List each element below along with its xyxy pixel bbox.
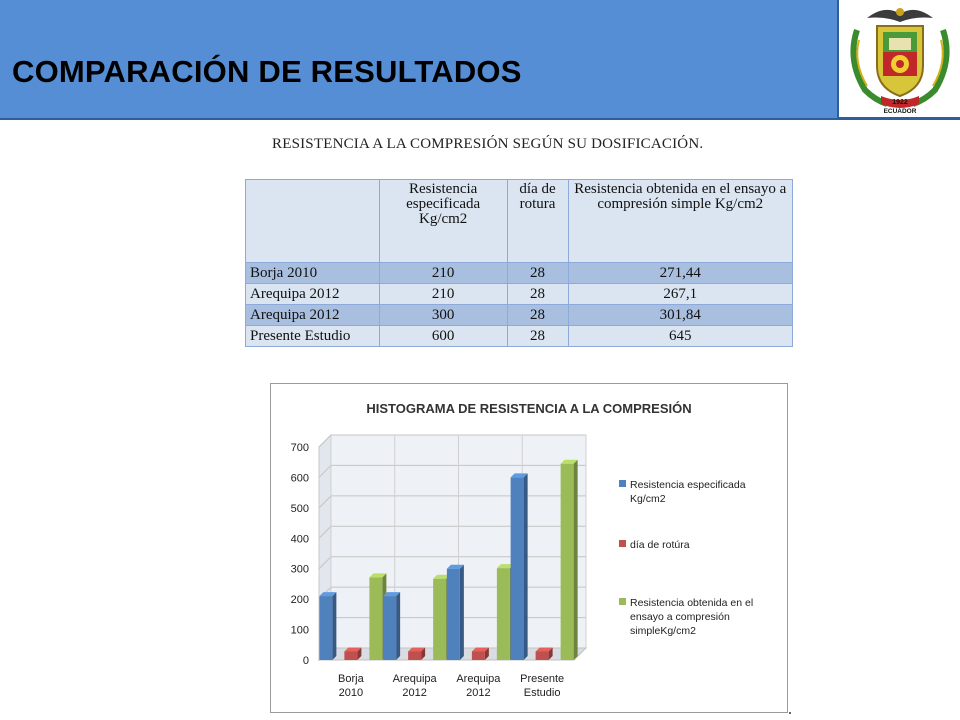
- table-row: [246, 305, 793, 326]
- x-tick-label: 2010: [338, 687, 364, 699]
- x-tick-label: Arequipa: [456, 673, 501, 685]
- bar: [447, 569, 460, 660]
- ecuador-coat-of-arms-logo: [845, 0, 955, 118]
- header-band: [0, 0, 839, 120]
- svg-text:ECUADOR: ECUADOR: [883, 108, 917, 115]
- legend-label: simpleKg/cm2: [630, 625, 696, 637]
- table-cell: Arequipa 2012: [246, 305, 380, 326]
- bar-side: [332, 592, 336, 660]
- bar: [383, 596, 396, 660]
- bar-side: [524, 473, 528, 660]
- table-header-cell: Resistencia obtenida en el ensayo a compresión simple Kg/cm2: [568, 180, 793, 263]
- chart-panel: [270, 383, 788, 713]
- table-cell: 28: [507, 305, 568, 326]
- y-tick-label: 200: [290, 594, 309, 607]
- table-header-cell: [246, 180, 380, 263]
- y-tick-label: 600: [290, 472, 309, 485]
- table-cell: 28: [507, 326, 568, 347]
- y-tick-label: 0: [302, 655, 309, 667]
- legend-label: Kg/cm2: [630, 493, 666, 505]
- bar: [433, 579, 446, 660]
- x-tick-label: 2012: [466, 687, 491, 699]
- x-tick-label: Presente: [520, 673, 565, 685]
- table-cell: Arequipa 2012: [246, 284, 380, 305]
- bar: [472, 651, 485, 660]
- legend-label: Resistencia obtenida en el: [630, 597, 754, 609]
- table-cell: 267,1: [568, 284, 793, 305]
- y-tick-label: 100: [290, 624, 309, 637]
- table-cell: Presente Estudio: [246, 326, 380, 347]
- y-tick-label: 700: [290, 442, 309, 454]
- table-header-cell: Resistencia especificada Kg/cm2: [379, 180, 507, 263]
- page-title: COMPARACIÓN DE RESULTADOS: [12, 54, 522, 89]
- y-tick-label: 300: [290, 563, 309, 576]
- bar: [536, 651, 549, 660]
- table-cell: 271,44: [568, 263, 793, 284]
- slide-dot: [789, 712, 791, 714]
- bar-side: [574, 460, 578, 660]
- legend-label: día de rotúra: [630, 539, 690, 551]
- y-tick-label: 400: [290, 533, 309, 546]
- x-tick-label: Borja: [338, 673, 364, 685]
- table-title: RESISTENCIA A LA COMPRESIÓN SEGÚN SU DOSIFICACIÓN.: [272, 136, 704, 152]
- table-cell: 301,84: [568, 305, 793, 326]
- svg-text:1922: 1922: [892, 99, 908, 106]
- chart-title: HISTOGRAMA DE RESISTENCIA A LA COMPRESIÓN: [366, 401, 692, 416]
- bar-side: [460, 565, 464, 660]
- legend-swatch: [619, 540, 626, 547]
- x-tick-label: Estudio: [523, 687, 561, 699]
- table-row: [246, 263, 793, 284]
- histogram-chart: [271, 384, 787, 712]
- table-header-row: [246, 180, 793, 263]
- table-header-cell: día de rotura: [507, 180, 568, 263]
- table-cell: 600: [379, 326, 507, 347]
- table-cell: 210: [379, 284, 507, 305]
- x-tick-label: Arequipa: [392, 673, 437, 685]
- table-cell: 645: [568, 326, 793, 347]
- bar: [497, 568, 510, 660]
- bar: [511, 477, 524, 660]
- legend-label: Resistencia especificada: [630, 479, 746, 491]
- y-tick-label: 500: [290, 502, 309, 515]
- table-cell: Borja 2010: [246, 263, 380, 284]
- legend-swatch: [619, 480, 626, 487]
- bar: [408, 651, 421, 660]
- table-row: [246, 284, 793, 305]
- table-cell: 28: [507, 284, 568, 305]
- x-tick-label: 2012: [402, 687, 427, 699]
- bar: [369, 577, 382, 660]
- table-cell: 28: [507, 263, 568, 284]
- table-row: [246, 326, 793, 347]
- legend-swatch: [619, 598, 626, 605]
- bar: [344, 651, 357, 660]
- bar: [561, 464, 574, 660]
- legend-label: ensayo a compresión: [630, 611, 730, 623]
- bar: [319, 596, 332, 660]
- bar-side: [396, 592, 400, 660]
- table-cell: 300: [379, 305, 507, 326]
- results-table: [245, 179, 793, 347]
- table-cell: 210: [379, 263, 507, 284]
